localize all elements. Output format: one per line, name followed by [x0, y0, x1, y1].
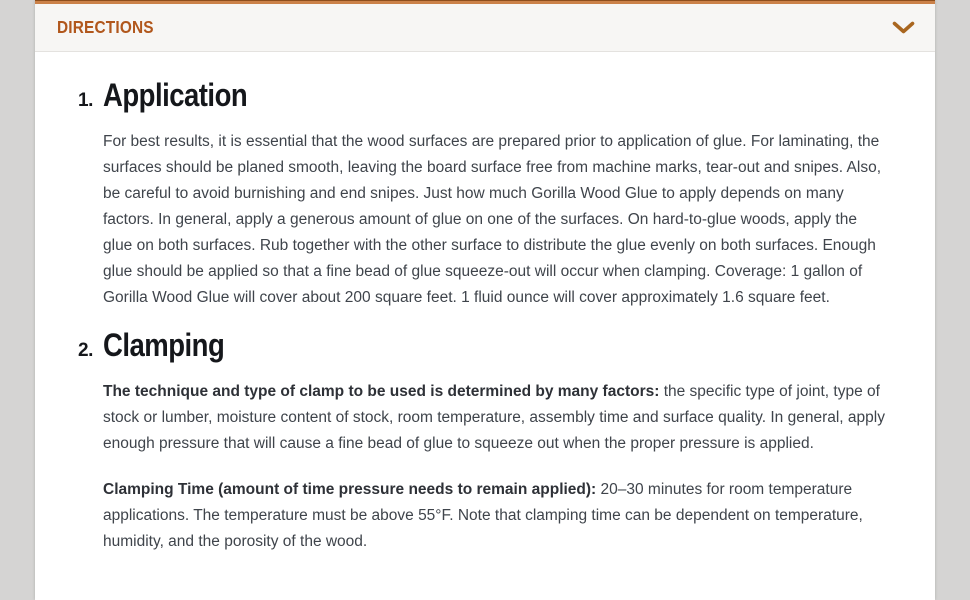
- paragraph-text: the specific type of joint, type of stock or lumber, moisture content of stock, room temperature, assembly time and surface quality. In general, apply enough pressure that will cause a fine bead of glue to squeeze out when the proper pressure is applied.: [103, 383, 885, 452]
- paragraph-text: For best results, it is essential that the wood surfaces are prepared prior to application of glue. For laminating, the surfaces should be planed smooth, leaving the board surface free from machine marks, tear-out and snipes. Also, be careful to avoid burnishing and end snipes. Just how much Gorilla Wood Glue to apply depends on many factors. In general, apply a generous amount of glue on one of the surfaces. On hard-to-glue woods, apply the glue on both surfaces. Rub together with the other surface to distribute the glue evenly on both surfaces. Enough glue should be applied so that a fine bead of glue squeeze-out will occur when clamping. Coverage: 1 gallon of Gorilla Wood Glue will cover about 200 square feet. 1 fluid ounce will cover approximately 1.6 square feet.: [103, 133, 882, 306]
- paragraph-lead-bold: The technique and type of clamp to be used is determined by many factors:: [103, 383, 660, 400]
- section-title: Clamping: [103, 327, 225, 363]
- directions-content: [35, 52, 935, 555]
- directions-card: [35, 0, 935, 600]
- section-paragraph: [103, 379, 890, 457]
- section-number: 2.: [78, 340, 93, 361]
- chevron-down-icon[interactable]: [890, 17, 917, 39]
- accordion-title: DIRECTIONS: [57, 17, 154, 37]
- section-paragraph: [103, 477, 890, 555]
- section-heading: [78, 77, 890, 119]
- section-paragraph: [103, 129, 890, 311]
- section-heading: [78, 327, 890, 369]
- paragraph-text: 20–30 minutes for room temperature applications. The temperature must be above 55°F. Note that clamping time can be dependent on temperature, humidity, and the porosity of the wood.: [103, 481, 863, 550]
- paragraph-lead-bold: Clamping Time (amount of time pressure needs to remain applied):: [103, 481, 597, 498]
- directions-accordion-header[interactable]: [35, 4, 935, 52]
- section-clamping: [78, 327, 890, 555]
- section-title: Application: [103, 77, 248, 113]
- section-application: [78, 77, 890, 311]
- section-number: 1.: [78, 90, 93, 111]
